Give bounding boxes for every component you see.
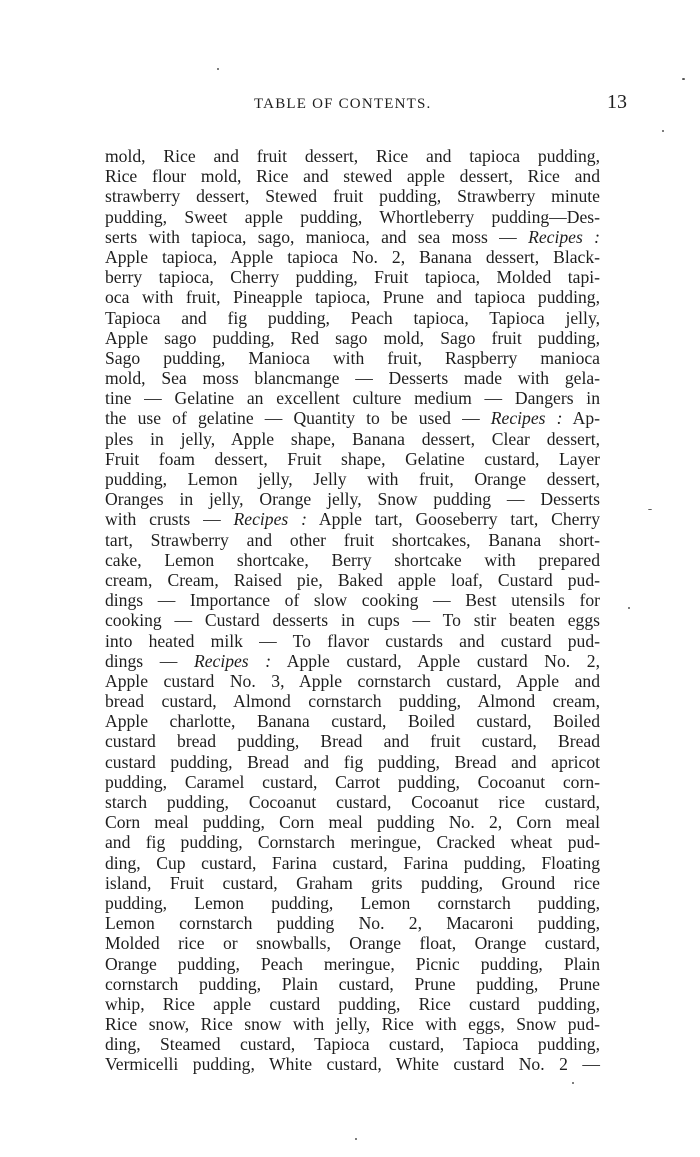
text-line [105,1034,600,1054]
text-line [105,429,600,449]
text-line [105,328,600,348]
text-run: Molded rice or snowballs, Orange float, Orange custard, [105,933,600,954]
text-line [105,792,600,812]
text-line [105,711,600,731]
text-line [105,308,600,328]
text-run: Tapioca and fig pudding, Peach tapioca, Tapioca jelly, [105,307,600,328]
text-run: Apple charlotte, Banana custard, Boiled custard, Boiled [105,711,600,732]
text-run: Apple custard, Apple custard No. 2, [271,650,600,671]
scan-speck [628,607,630,609]
running-head: TABLE OF CONTENTS. [254,96,432,112]
text-run: Corn meal pudding, Corn meal pudding No. 2, Corn meal [105,812,600,833]
text-run: ding, Steamed custard, Tapioca custard, Tapioca pudding, [105,1034,600,1055]
text-run: and fig pudding, Cornstarch meringue, Cracked wheat pud- [105,832,600,853]
scan-speck [217,68,219,70]
text-line [105,853,600,873]
text-line [105,287,600,307]
recipes-label: Recipes : [528,226,601,247]
text-line [105,267,600,287]
text-line [105,166,600,186]
text-run: the use of gelatine — Quantity to be used — [105,408,491,429]
text-line [105,590,600,610]
text-run: whip, Rice apple custard pudding, Rice custard pudding, [105,993,600,1014]
text-line [105,873,600,893]
text-line [105,388,600,408]
page-number: 13 [607,91,627,113]
text-line [105,489,600,509]
text-run: Ap- [562,408,600,429]
text-run: dings — [105,650,194,671]
text-line [105,832,600,852]
text-run: Oranges in jelly, Orange jelly, Snow pudding — Desserts [105,489,600,510]
text-line [105,550,600,570]
scan-speck [572,1082,574,1084]
text-line [105,954,600,974]
scan-speck [355,1138,357,1140]
recipes-label: Recipes : [193,650,272,671]
text-line [105,772,600,792]
scan-speck [682,78,685,80]
text-line [105,913,600,933]
text-line [105,671,600,691]
text-line [105,651,600,671]
text-line [105,247,600,267]
text-line [105,610,600,630]
text-run: island, Fruit custard, Graham grits pudding, Ground rice [105,872,600,893]
text-run: pudding, Caramel custard, Carrot pudding, Cocoanut corn- [105,771,600,792]
text-run: cooking — Custard desserts in cups — To stir beaten eggs [105,610,600,631]
text-line [105,408,600,428]
text-run: with crusts — [105,509,234,530]
text-run: Rice snow, Rice snow with jelly, Rice with eggs, Snow pud- [105,1014,600,1035]
text-run: Apple tapioca, Apple tapioca No. 2, Banana dessert, Black- [105,246,600,267]
text-run: cream, Cream, Raised pie, Baked apple loaf, Custard pud- [105,569,600,590]
text-run: ding, Cup custard, Farina custard, Farina pudding, Floating [105,852,600,873]
text-run: pudding, Lemon pudding, Lemon cornstarch pudding, [105,892,600,913]
text-run: mold, Sea moss blancmange — Desserts made with gela- [105,368,600,389]
text-run: tart, Strawberry and other fruit shortcakes, Banana short- [105,529,600,550]
text-line [105,509,600,529]
text-run: Apple custard No. 3, Apple cornstarch custard, Apple and [105,670,600,691]
text-line [105,933,600,953]
text-line [105,146,600,166]
text-run: Fruit foam dessert, Fruit shape, Gelatine custard, Layer [105,448,600,469]
text-run: dings — Importance of slow cooking — Best utensils for [105,590,600,611]
text-run: Lemon cornstarch pudding No. 2, Macaroni pudding, [105,913,600,934]
text-line [105,631,600,651]
contents-text [105,146,600,1075]
text-line [105,348,600,368]
text-run: starch pudding, Cocoanut custard, Cocoanut rice custard, [105,792,600,812]
text-line [105,227,600,247]
scan-speck [662,130,664,132]
text-line [105,974,600,994]
recipes-label: Recipes : [233,509,307,530]
text-line [105,469,600,489]
text-run: strawberry dessert, Stewed fruit pudding, Strawberry minute [105,186,600,207]
text-run: tine — Gelatine an excellent culture medium — Dangers in [105,388,600,409]
text-run: mold, Rice and fruit dessert, Rice and tapioca pudding, [105,146,600,166]
text-line [105,186,600,206]
text-line [105,570,600,590]
text-line [105,994,600,1014]
text-line [105,731,600,751]
text-run: pudding, Sweet apple pudding, Whortleberry pudding—Des- [105,206,600,227]
text-run: cake, Lemon shortcake, Berry shortcake with prepared [105,549,600,570]
text-line [105,368,600,388]
text-run: Apple tart, Gooseberry tart, Cherry [306,509,600,530]
text-run: into heated milk — To flavor custards and custard pud- [105,630,600,651]
text-line [105,893,600,913]
text-line [105,207,600,227]
text-line [105,1014,600,1034]
text-line [105,812,600,832]
text-line [105,530,600,550]
text-run: Orange pudding, Peach meringue, Picnic pudding, Plain [105,953,600,974]
text-run: Vermicelli pudding, White custard, White custard No. 2 — [105,1054,600,1075]
recipes-label: Recipes : [490,408,563,429]
text-run: bread custard, Almond cornstarch pudding, Almond cream, [105,691,600,712]
text-run: cornstarch pudding, Plain custard, Prune pudding, Prune [105,973,600,994]
text-line [105,449,600,469]
text-run: serts with tapioca, sago, manioca, and sea moss — [105,226,529,247]
text-run: pudding, Lemon jelly, Jelly with fruit, Orange dessert, [105,469,600,489]
scan-speck [648,509,652,510]
text-line [105,752,600,772]
text-run: custard bread pudding, Bread and fruit custard, Bread [105,731,600,752]
text-run: berry tapioca, Cherry pudding, Fruit tapioca, Molded tapi- [105,267,600,288]
text-run: Rice flour mold, Rice and stewed apple dessert, Rice and [105,166,600,187]
text-run: Sago pudding, Manioca with fruit, Raspberry manioca [105,347,600,368]
text-line [105,691,600,711]
text-run: ples in jelly, Apple shape, Banana dessert, Clear dessert, [105,428,600,449]
text-run: oca with fruit, Pineapple tapioca, Prune and tapioca pudding, [105,287,600,308]
text-line [105,1054,600,1074]
text-run: Apple sago pudding, Red sago mold, Sago fruit pudding, [105,327,600,348]
page-header [0,91,700,126]
text-run: custard pudding, Bread and fig pudding, Bread and apricot [105,751,600,772]
